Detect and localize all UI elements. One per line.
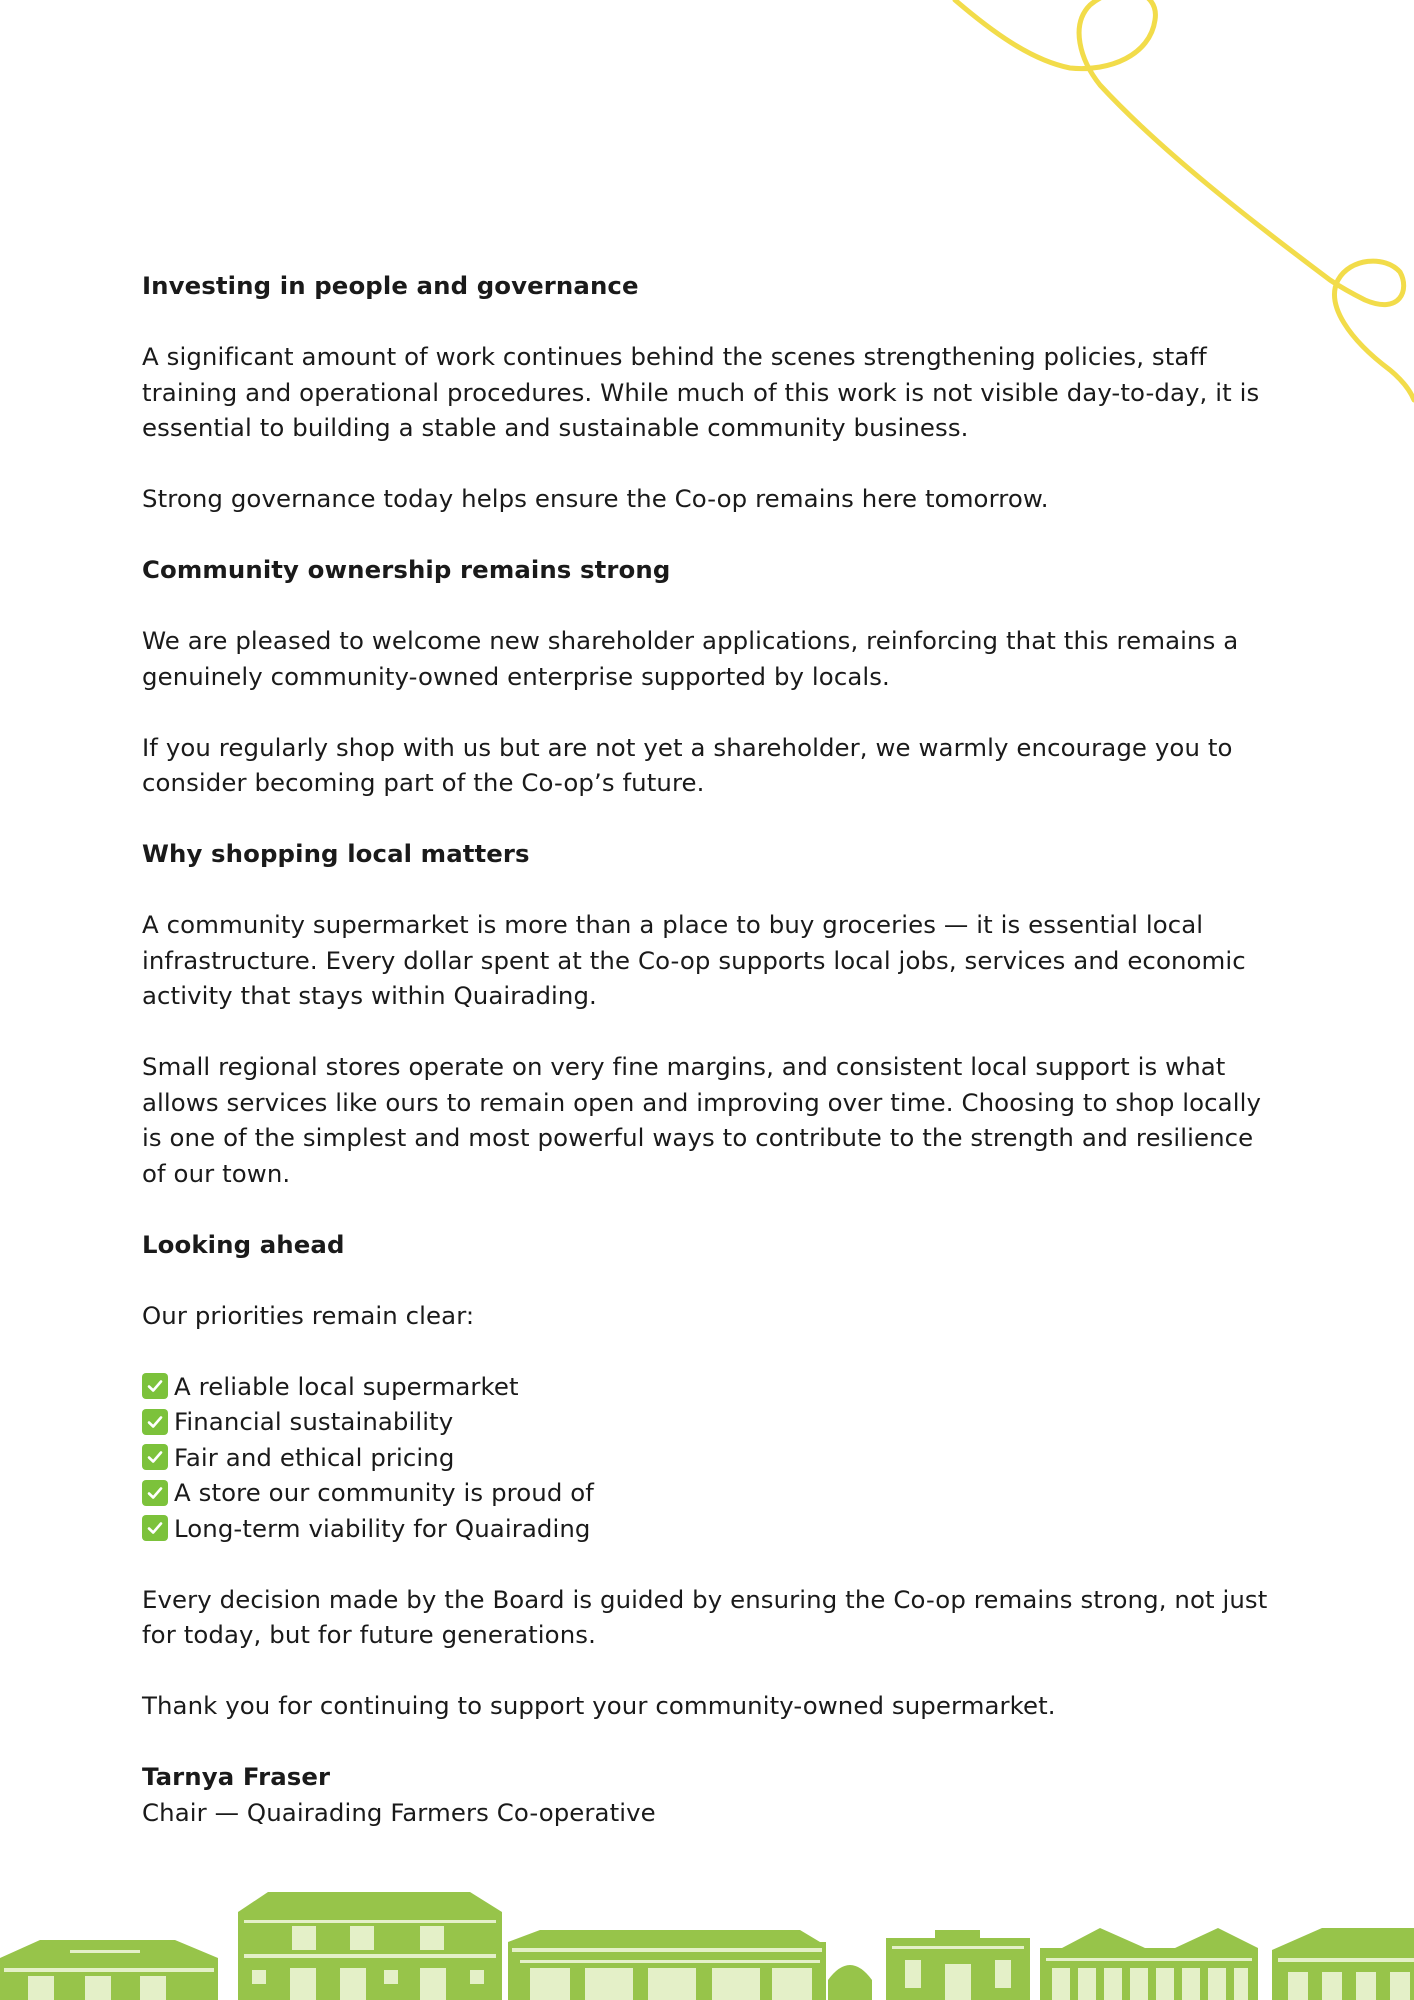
paragraph: If you regularly shop with us but are not yet a shareholder, we warmly encourage you to consider becoming part of the Co-op’s future. <box>142 732 1233 797</box>
priority-label: A reliable local supermarket <box>174 1371 519 1401</box>
paragraph: A significant amount of work continues behind the scenes strengthening policies, staff training and operational procedures. While much of this work is not visible day-to-day, it is essential to building a stable and sustainable community business. <box>142 342 1260 442</box>
checkmark-box-icon <box>142 1480 168 1506</box>
list-item <box>142 1440 1282 1476</box>
section-heading: Why shopping local matters <box>142 839 530 868</box>
paragraph: Small regional stores operate on very fine margins, and consistent local support is what allows services like ours to remain open and improving over time. Choosing to shop locally is one of the simplest and most powerful ways to contribute to the strength and resilience of our town. <box>142 1052 1261 1188</box>
priorities-list <box>142 1369 1282 1547</box>
townscape-illustration <box>0 1880 1414 2000</box>
checkmark-box-icon <box>142 1373 168 1399</box>
section-heading: Investing in people and governance <box>142 271 639 300</box>
list-item <box>142 1369 1282 1405</box>
priority-label: Financial sustainability <box>174 1407 454 1436</box>
paragraph: We are pleased to welcome new shareholder applications, reinforcing that this remains a genuinely community-owned enterprise supported by locals. <box>142 626 1239 691</box>
list-item <box>142 1511 1282 1547</box>
checkmark-box-icon <box>142 1409 168 1435</box>
section-community-ownership <box>142 552 1282 801</box>
newsletter-body <box>142 268 1282 1830</box>
paragraph: Thank you for continuing to support your community-owned supermarket. <box>142 1691 1056 1720</box>
section-heading: Community ownership remains strong <box>142 555 671 584</box>
signatory-role: Chair — Quairading Farmers Co-operative <box>142 1797 656 1827</box>
priorities-intro: Our priorities remain clear: <box>142 1300 475 1330</box>
section-heading: Looking ahead <box>142 1229 345 1259</box>
list-item <box>142 1475 1282 1511</box>
paragraph: Strong governance today helps ensure the Co-op remains here tomorrow. <box>142 484 1049 513</box>
paragraph: Every decision made by the Board is guided by ensuring the Co-op remains strong, not just for today, but for future generations. <box>142 1584 1268 1649</box>
paragraph: A community supermarket is more than a place to buy groceries — it is essential local infrastructure. Every dollar spent at the Co-op supports local jobs, services and economic activity that stays within Quairading. <box>142 910 1246 1010</box>
checkmark-box-icon <box>142 1444 168 1470</box>
checkmark-box-icon <box>142 1515 168 1541</box>
priority-label: Long-term viability for Quairading <box>174 1513 591 1543</box>
priority-label: Fair and ethical pricing <box>174 1442 455 1472</box>
signature-block <box>142 1759 1282 1830</box>
section-looking-ahead <box>142 1227 1282 1724</box>
list-item <box>142 1404 1282 1440</box>
section-shopping-local <box>142 836 1282 1191</box>
priority-label: A store our community is proud of <box>174 1478 594 1507</box>
signatory-name: Tarnya Fraser <box>142 1762 331 1791</box>
section-governance <box>142 268 1282 517</box>
